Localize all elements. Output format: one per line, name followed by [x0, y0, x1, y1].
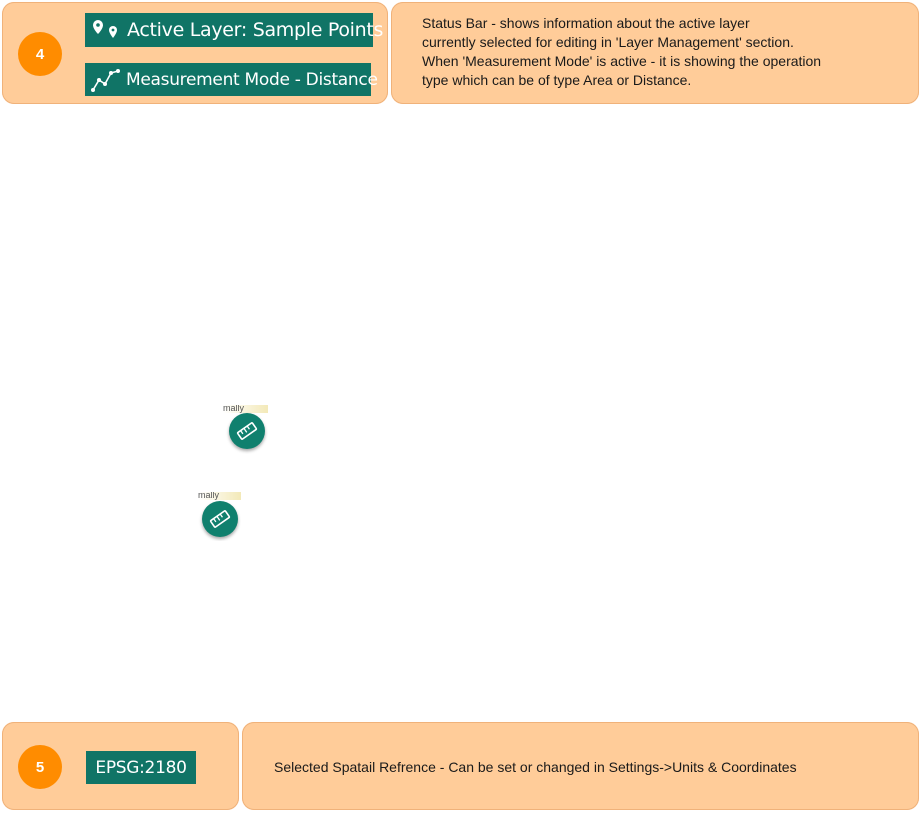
measurement-mode-status [85, 63, 378, 96]
ruler-icon [209, 508, 231, 530]
ruler-icon [236, 420, 258, 442]
active-layer-status [85, 13, 384, 47]
measure-fab-button[interactable] [202, 501, 238, 537]
polyline-icon [90, 67, 120, 93]
measure-fab-crop [198, 492, 241, 541]
map-pin-icon [91, 17, 121, 43]
description-line: type which can be of type Area or Distance. [422, 72, 692, 88]
description-line: currently selected for editing in 'Layer Management' section. [422, 34, 794, 50]
measure-fab-crop [223, 405, 268, 454]
epsg-status: EPSG:2180 [86, 751, 196, 784]
fab-caption: mally [198, 492, 220, 500]
fab-caption: mally [223, 405, 245, 413]
active-layer-label: Active Layer: Sample Points [127, 19, 384, 41]
measure-fab-button[interactable] [229, 413, 265, 449]
measurement-mode-label: Measurement Mode - Distance [126, 69, 378, 90]
section4-description [422, 14, 912, 90]
step-number-badge: 5 [18, 745, 62, 789]
step-number-badge: 4 [18, 32, 62, 76]
description-line: Status Bar - shows information about the active layer [422, 15, 750, 31]
section5-description: Selected Spatail Refrence - Can be set or changed in Settings->Units & Coordinates [274, 759, 797, 775]
description-line: When 'Measurement Mode' is active - it is showing the operation [422, 53, 822, 69]
